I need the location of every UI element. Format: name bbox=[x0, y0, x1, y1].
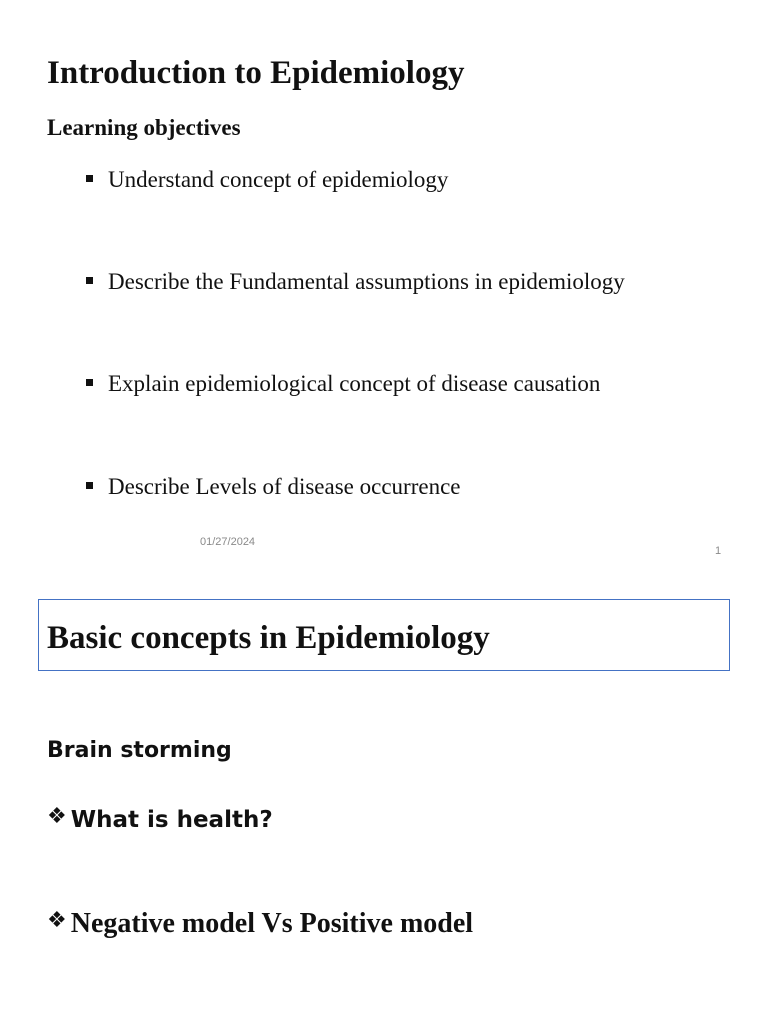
slide-footer-date: 01/27/2024 bbox=[200, 536, 256, 548]
slide-title: Basic concepts in Epidemiology bbox=[47, 620, 490, 656]
slide-title-box bbox=[38, 599, 730, 671]
question-item bbox=[47, 904, 473, 944]
objective-item bbox=[86, 472, 460, 502]
square-bullet-icon bbox=[86, 277, 93, 284]
learning-objectives-heading: Learning objectives bbox=[47, 115, 241, 140]
objective-item bbox=[86, 267, 625, 297]
four-diamond-bullet-icon: ❖ bbox=[47, 804, 67, 829]
question-text: Negative model Vs Positive model bbox=[70, 908, 474, 939]
objective-text: Describe Levels of disease occurrence bbox=[108, 474, 461, 499]
square-bullet-icon bbox=[86, 175, 93, 182]
slide-title: Introduction to Epidemiology bbox=[47, 55, 465, 91]
objective-item bbox=[86, 369, 600, 399]
question-text: What is health? bbox=[70, 807, 273, 833]
objective-text: Explain epidemiological concept of disease causation bbox=[108, 371, 601, 396]
objective-item bbox=[86, 165, 448, 195]
question-item bbox=[47, 802, 273, 838]
objective-text: Describe the Fundamental assumptions in epidemiology bbox=[108, 269, 625, 294]
slide-page-number: 1 bbox=[715, 545, 722, 557]
square-bullet-icon bbox=[86, 379, 93, 386]
four-diamond-bullet-icon: ❖ bbox=[47, 908, 67, 933]
brainstorming-heading: Brain storming bbox=[47, 738, 232, 763]
square-bullet-icon bbox=[86, 482, 93, 489]
objective-text: Understand concept of epidemiology bbox=[108, 167, 449, 192]
